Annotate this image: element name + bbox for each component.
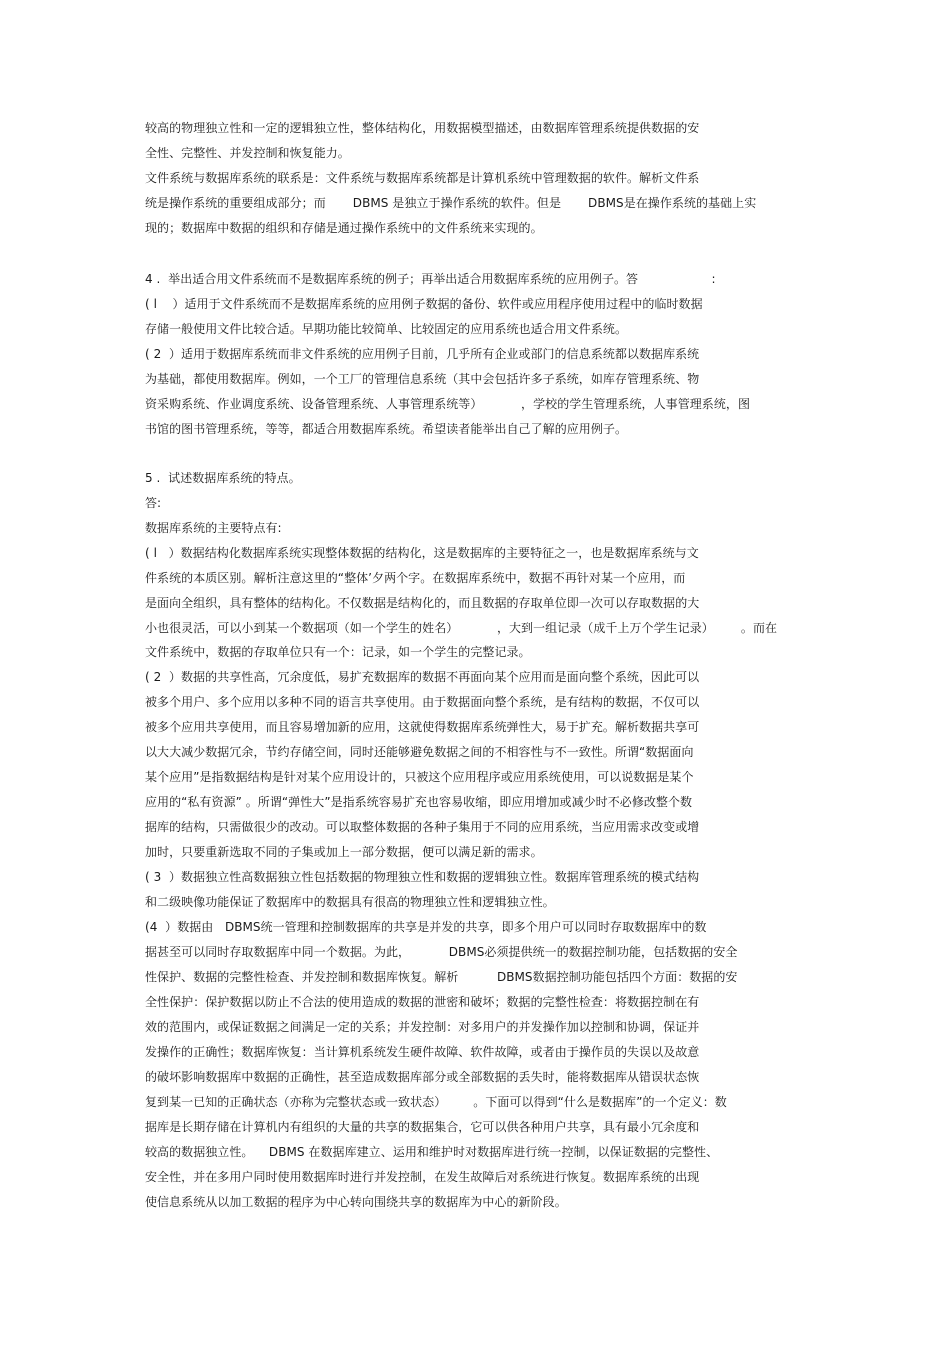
text-line: ( 3 ）数据独立性高数据独立性包括数据的物理独立性和数据的逻辑独立性。数据库管理系统的模式结构 [145,870,700,884]
text-line: 小也很灵活，可以小到某一个数据项（如一个学生的姓名） ，大到一组记录（成千上万个学生记录） 。而在 [145,621,778,635]
text-line: 安全性，并在多用户同时使用数据库时进行并发控制，在发生故障后对系统进行恢复。数据库系统的出现 [145,1170,700,1184]
text-line: 文件系统中，数据的存取单位只有一个：记录，如一个学生的完整记录。 [145,645,531,659]
text-line: 使信息系统从以加工数据的程序为中心转向围绕共享的数据库为中心的新阶段。 [145,1195,567,1209]
text-line: 现的；数据库中数据的组织和存储是通过操作系统中的文件系统来实现的。 [145,221,543,235]
text-line: 资采购系统、作业调度系统、设备管理系统、人事管理系统等） ，学校的学生管理系统，人事管理系统，图 [145,397,750,411]
text-line: 全性保护：保护数据以防止不合法的使用造成的数据的泄密和破坏；数据的完整性检查：将数据控制在有 [145,995,700,1009]
text-line: (4 ）数据由 DBMS统一管理和控制数据库的共享是并发的共享，即多个用户可以同时存取数据库中的数 [145,920,707,934]
text-line: 据库是长期存储在计算机内有组织的大量的共享的数据集合，它可以供各种用户共享，具有最小冗余度和 [145,1120,700,1134]
text-line: 加时，只要重新选取不同的子集或加上一部分数据，便可以满足新的需求。 [145,845,543,859]
text-line: 被多个用户、多个应用以多种不同的语言共享使用。由于数据面向整个系统，是有结构的数据，不仅可以 [145,695,700,709]
text-line: 复到某一已知的正确状态（亦称为完整状态或一致状态） 。下面可以得到“什么是数据库”的一个定义：数 [145,1095,727,1109]
text-line: 为基础，都使用数据库。例如，一个工厂的管理信息系统（其中会包括许多子系统，如库存管理系统、物 [145,372,700,386]
text-line: ( 2 ）数据的共享性高，冗余度低，易扩充数据库的数据不再面向某个应用而是面向整个系统，因此可以 [145,670,700,684]
text-line: 存储一般使用文件比较合适。早期功能比较简单、比较固定的应用系统也适合用文件系统。 [145,322,628,336]
text-line: 被多个应用共享使用，而且容易增加新的应用，这就使得数据库系统弹性大，易于扩充。解析数据共享可 [145,720,700,734]
text-line: 应用的“私有资源” 。所谓“弹性大”是指系统容易扩充也容易收缩，即应用增加或减少时不必修改整个数 [145,795,693,809]
text-line: 文件系统与数据库系统的联系是：文件系统与数据库系统都是计算机系统中管理数据的软件。解析文件系 [145,171,700,185]
text-line: 据库的结构，只需做很少的改动。可以取整体数据的各种子集用于不同的应用系统，当应用需求改变或增 [145,820,700,834]
text-line: 是面向全组织，具有整体的结构化。不仅数据是结构化的，而且数据的存取单位即一次可以存取数据的大 [145,596,700,610]
text-line: 件系统的本质区别。解析注意这里的“整体’夕两个字。在数据库系统中，数据不再针对某一个应用，而 [145,571,686,585]
text-line: 和二级映像功能保证了数据库中的数据具有很高的物理独立性和逻辑独立性。 [145,895,555,909]
text-line: 4 . 举出适合用文件系统而不是数据库系统的例子；再举出适合用数据库系统的应用例子。答 : [145,272,716,286]
text-line: 较高的数据独立性。 DBMS 在数据库建立、运用和维护时对数据库进行统一控制，以保证数据的完整性、 [145,1145,719,1159]
text-line: 的破坏影响数据库中数据的正确性，甚至造成数据库部分或全部数据的丢失时，能将数据库从错误状态恢 [145,1070,700,1084]
text-line: 5 . 试述数据库系统的特点。 [145,471,301,485]
text-line: 性保护、数据的完整性检查、并发控制和数据库恢复。解析 DBMS数据控制功能包括四个方面：数据的安 [145,970,738,984]
text-line: 某个应用”是指数据结构是针对某个应用设计的，只被这个应用程序或应用系统使用，可以说数据是某个 [145,770,694,784]
text-line: 答: [145,496,162,510]
text-line: 发操作的正确性；数据库恢复：当计算机系统发生硬件故障、软件故障，或者由于操作员的失误以及故意 [145,1045,700,1059]
text-line: 以大大减少数据冗余，节约存储空间，同时还能够避免数据之间的不相容性与不一致性。所谓“数据面向 [145,745,694,759]
text-line: ( 2 ）适用于数据库系统而非文件系统的应用例子目前，几乎所有企业或部门的信息系统都以数据库系统 [145,347,700,361]
text-line: 数据库系统的主要特点有: [145,521,282,535]
text-line: 较高的物理独立性和一定的逻辑独立性，整体结构化，用数据模型描述，由数据库管理系统提供数据的安 [145,121,700,135]
text-line: 全性、完整性、并发控制和恢复能力。 [145,146,350,160]
text-line: 统是操作系统的重要组成部分；而 DBMS 是独立于操作系统的软件。但是 DBMS是在操作系统的基础上实 [145,196,757,210]
text-line: 效的范围内，或保证数据之间满足一定的关系；并发控制：对多用户的并发操作加以控制和协调，保证并 [145,1020,700,1034]
text-line: ( l ）数据结构化数据库系统实现整体数据的结构化，这是数据库的主要特征之一，也是数据库系统与文 [145,546,699,560]
text-line: 书馆的图书管理系统，等等，都适合用数据库系统。希望读者能举出自己了解的应用例子。 [145,422,628,436]
text-line: 据甚至可以同时存取数据库中同一个数据。为此， DBMS必须提供统一的数据控制功能，包括数据的安全 [145,945,738,959]
text-line: ( l ）适用于文件系统而不是数据库系统的应用例子数据的备份、软件或应用程序使用过程中的临时数据 [145,297,703,311]
